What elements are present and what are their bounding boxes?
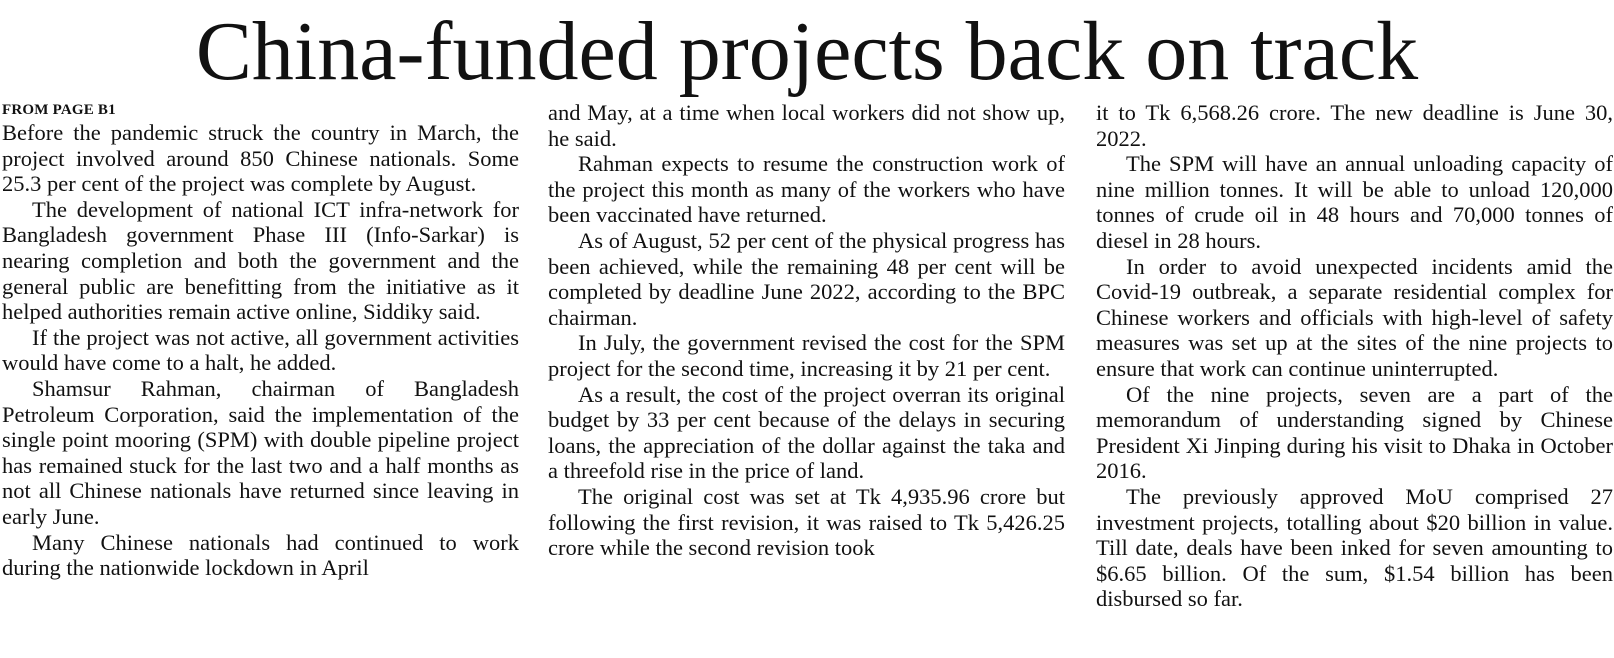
paragraph: The development of national ICT infra-network for Bangladesh government Phase III (Info-Sarkar) is nearing completion and both the government and the general public are benefitting from the initiative as it helped authorities remain active online, Siddiky said.	[2, 196, 519, 325]
paragraph: The SPM will have an annual unloading capacity of nine million tonnes. It will be able to unload 120,000 tonnes of crude oil in 48 hours and 70,000 tonnes of diesel in 28 hours.	[1096, 151, 1613, 253]
paragraph: In order to avoid unexpected incidents amid the Covid-19 outbreak, a separate residential complex for Chinese workers and officials with high-level of safety measures was set up at the sites of the nine projects to ensure that work can continue uninterrupted.	[1096, 253, 1613, 381]
paragraph: it to Tk 6,568.26 crore. The new deadline is June 30, 2022.	[1096, 100, 1613, 151]
paragraph: Of the nine projects, seven are a part of the memorandum of understanding signed by Chinese President Xi Jinping during his visit to Dhaka in October 2016.	[1096, 381, 1613, 484]
column-3	[1096, 100, 1613, 656]
article-body	[0, 100, 1614, 656]
column-2	[548, 100, 1065, 656]
paragraph: If the project was not active, all government activities would have come to a halt, he added.	[2, 324, 519, 376]
column-1	[2, 100, 519, 656]
paragraph: The original cost was set at Tk 4,935.96 crore but following the first revision, it was raised to Tk 5,426.25 crore while the second revision took	[548, 483, 1065, 561]
paragraph: Shamsur Rahman, chairman of Bangladesh Petroleum Corporation, said the implementation of the single point mooring (SPM) with double pipeline project has remained stuck for the last two and a half months as not all Chinese nationals have returned since leaving in early June.	[2, 375, 519, 529]
paragraph: Before the pandemic struck the country in March, the project involved around 850 Chinese nationals. Some 25.3 per cent of the project was complete by August.	[2, 120, 519, 197]
paragraph: Many Chinese nationals had continued to work during the nationwide lockdown in April	[2, 529, 519, 581]
article-headline: China-funded projects back on track	[195, 5, 1419, 98]
paragraph: As of August, 52 per cent of the physical progress has been achieved, while the remaining 48 per cent will be completed by deadline June 2022, according to the BPC chairman.	[548, 227, 1065, 330]
paragraph: In July, the government revised the cost for the SPM project for the second time, increasing it by 21 per cent.	[548, 330, 1065, 381]
paragraph: As a result, the cost of the project overran its original budget by 33 per cent because of the delays in securing loans, the appreciation of the dollar against the taka and a threefold rise in the price of land.	[548, 381, 1065, 484]
paragraph: The previously approved MoU comprised 27 investment projects, totalling about $20 billion in value. Till date, deals have been inked for seven amounting to $6.65 billion. Of the sum, $1.54 billion has been disbursed so far.	[1096, 483, 1613, 612]
jump-label: FROM PAGE B1	[2, 102, 116, 118]
paragraph: Rahman expects to resume the construction work of the project this month as many of the workers who have been vaccinated have returned.	[548, 151, 1065, 228]
paragraph: and May, at a time when local workers did not show up, he said.	[548, 100, 1065, 151]
